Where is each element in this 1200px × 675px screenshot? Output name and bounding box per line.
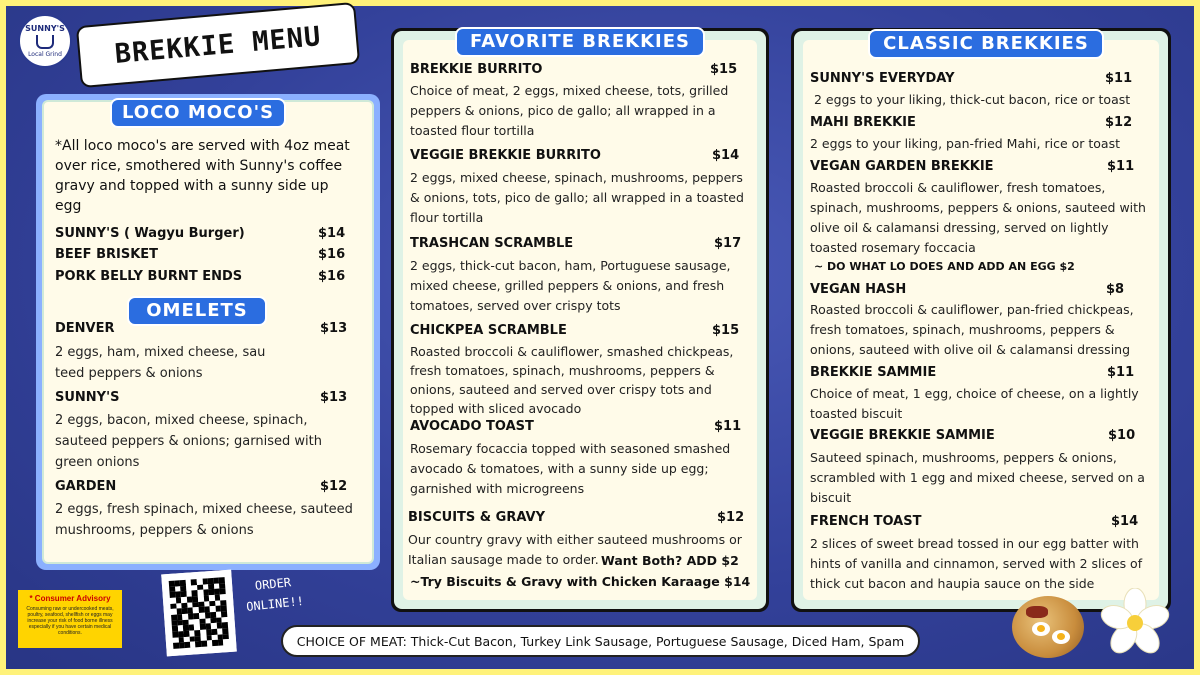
consumer-advisory (18, 590, 122, 648)
plumeria-flower-icon (1100, 588, 1170, 658)
menu-title-card (76, 2, 360, 88)
fav-item-desc: 2 eggs, mixed cheese, spinach, mushrooms, peppers & onions, tots, pico de gallo; all wrapped in a toasted flour tortilla (410, 170, 744, 225)
loco-item-name: PORK BELLY BURNT ENDS (55, 269, 243, 284)
fav-item-name: VEGGIE BREKKIE BURRITO (410, 148, 601, 163)
fav-item-price: $15 (712, 323, 740, 338)
favorite-brekkies-heading: FAVORITE BREKKIES (455, 27, 705, 57)
classic-brekkies-heading: CLASSIC BREKKIES (868, 29, 1104, 59)
karaage-note: ~Try Biscuits & Gravy with Chicken Karaage $14 (410, 574, 751, 589)
classic-item-name: MAHI BREKKIE (810, 115, 916, 130)
fav-item-price: $11 (714, 419, 742, 434)
egg-icon (1032, 622, 1050, 636)
fav-item-name: BREKKIE BURRITO (410, 62, 543, 77)
fav-item-name: BISCUITS & GRAVY (408, 510, 545, 525)
spam-slice-icon (1026, 606, 1048, 618)
classic-item-desc: 2 eggs to your liking, thick-cut bacon, rice or toast (814, 92, 1131, 107)
classic-item-name: VEGAN GARDEN BREKKIE (810, 159, 994, 174)
choice-of-meat-bar (281, 625, 920, 657)
fav-item-price: $12 (717, 510, 745, 525)
classic-item-price: $11 (1107, 365, 1135, 380)
fav-item-name: AVOCADO TOAST (410, 419, 534, 434)
loco-item-name: BEEF BRISKET (55, 247, 159, 262)
omelet-desc: 2 eggs, ham, mixed cheese, sau teed peppers & onions (55, 345, 266, 381)
omelet-desc: 2 eggs, fresh spinach, mixed cheese, sauteed mushrooms, peppers & onions (55, 502, 353, 538)
advisory-body: Consuming raw or undercooked meats, poultry, seafood, shellfish or eggs may increase your risk of food borne illness especially if you have certain medical conditions. (26, 606, 114, 636)
classic-item-desc: Sauteed spinach, mushrooms, peppers & onions, scrambled with 1 egg and mixed cheese, served on a biscuit (810, 450, 1145, 505)
fav-item-price: $17 (714, 236, 742, 251)
logo-tagline: Local Grind (28, 51, 62, 58)
omelet-price: $13 (320, 321, 348, 336)
classic-item-name: BREKKIE SAMMIE (810, 365, 937, 380)
classic-item-desc: 2 slices of sweet bread tossed in our egg batter with hints of vanilla and cinnamon, served with 2 slices of thick cut bacon and haupia sauce on the side (810, 536, 1143, 591)
omelet-name: DENVER (55, 321, 115, 336)
loco-item-price: $16 (318, 247, 346, 262)
fav-item-desc: Our country gravy with either sauteed mushrooms or Italian sausage made to order. (408, 532, 742, 567)
classic-item-price: $11 (1107, 159, 1135, 174)
omelet-desc: 2 eggs, bacon, mixed cheese, spinach, sauteed peppers & onions; garnised with green onions (55, 413, 322, 470)
classic-item-name: SUNNY'S EVERYDAY (810, 71, 955, 86)
omelet-price: $12 (320, 479, 348, 494)
classic-item-price: $10 (1108, 428, 1136, 443)
classic-item-desc: 2 eggs to your liking, pan-fried Mahi, rice or toast (810, 136, 1120, 151)
loco-moco-heading: LOCO MOCO'S (110, 98, 286, 128)
fav-item-price: $14 (712, 148, 740, 163)
loco-item-price: $16 (318, 269, 346, 284)
advisory-title: * Consumer Advisory (29, 594, 111, 603)
loco-item-price: $14 (318, 226, 346, 241)
menu-title: BREKKIE MENU (113, 20, 323, 70)
fav-item-desc: Choice of meat, 2 eggs, mixed cheese, tots, grilled peppers & onions, pico de gallo; all wrapped in a toasted flour tortilla (410, 83, 729, 138)
classic-item-price: $11 (1105, 71, 1133, 86)
classic-item-price: $14 (1111, 514, 1139, 529)
want-both-note: Want Both? ADD $2 (601, 553, 739, 568)
classic-item-desc: Roasted broccoli & cauliflower, pan-fried chickpeas, fresh tomatoes, spinach, mushrooms, peppers & onions, sauteed with olive oil & calamansi dressing (810, 302, 1134, 357)
fav-item-name: CHICKPEA SCRAMBLE (410, 323, 567, 338)
sunnys-logo (18, 14, 72, 68)
omelet-name: GARDEN (55, 479, 117, 494)
add-egg-note: ~ DO WHAT LO DOES AND ADD AN EGG $2 (814, 260, 1075, 273)
classic-item-name: FRENCH TOAST (810, 514, 922, 529)
fav-item-name: TRASHCAN SCRAMBLE (410, 236, 574, 251)
fav-item-desc: 2 eggs, thick-cut bacon, ham, Portuguese sausage, mixed cheese, grilled peppers & onions, and fresh tomatoes, served over crispy tots (410, 258, 731, 313)
order-online-label: ORDER ONLINE!! (245, 575, 305, 614)
omelets-heading: OMELETS (127, 296, 267, 326)
loco-moco-intro: *All loco moco's are served with 4oz meat over rice, smothered with Sunny's coffee gravy and topped with a sunny side up egg (55, 138, 350, 214)
fav-item-desc: Rosemary focaccia topped with seasoned smashed avocado & tomatoes, with a sunny side up egg; garnished with microgreens (410, 441, 731, 496)
classic-item-desc: Roasted broccoli & cauliflower, fresh tomatoes, spinach, mushrooms, peppers & onions, sauteed with olive oil & calamansi dressing, served on lightly toasted rosemary foccacia (810, 180, 1146, 255)
choice-of-meat-text: CHOICE OF MEAT: Thick-Cut Bacon, Turkey Link Sausage, Portuguese Sausage, Diced Ham, Spam (296, 633, 905, 649)
classic-item-name: VEGAN HASH (810, 282, 907, 297)
breakfast-plate-image (1012, 596, 1084, 658)
fav-item-desc: Roasted broccoli & cauliflower, smashed chickpeas, fresh tomatoes, spinach, mushrooms, peppers & onions, sauteed and served over crispy tots and topped with sliced avocado (410, 344, 734, 416)
classic-item-price: $8 (1106, 282, 1125, 297)
omelet-name: SUNNY'S (55, 390, 120, 405)
logo-name: SUNNY'S (25, 24, 65, 33)
classic-item-price: $12 (1105, 115, 1133, 130)
classic-item-desc: Choice of meat, 1 egg, choice of cheese, on a lightly toasted biscuit (810, 386, 1139, 421)
coffee-cup-icon (36, 35, 54, 49)
fav-item-price: $15 (710, 62, 738, 77)
classic-item-name: VEGGIE BREKKIE SAMMIE (810, 428, 995, 443)
loco-item-name: SUNNY'S ( Wagyu Burger) (55, 226, 245, 241)
omelet-price: $13 (320, 390, 348, 405)
egg-icon (1052, 630, 1070, 644)
order-qr-code[interactable] (161, 570, 237, 657)
